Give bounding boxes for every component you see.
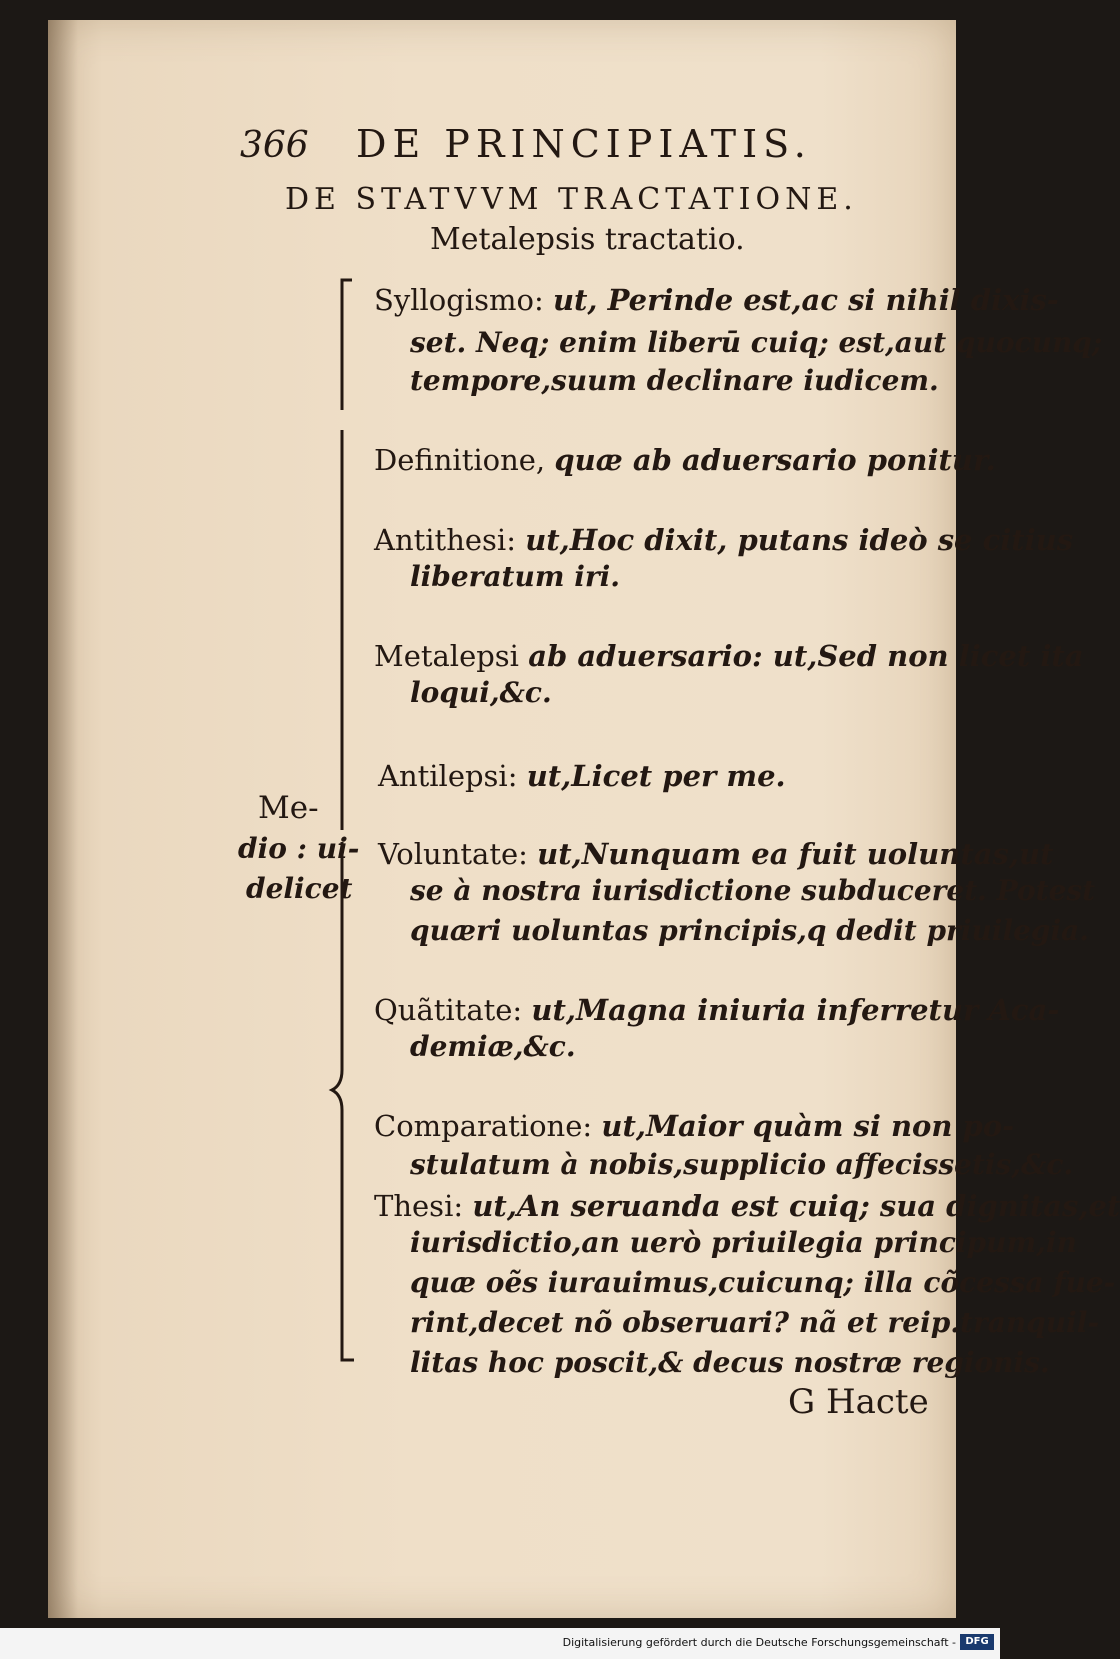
dfg-logo: DFG xyxy=(960,1634,994,1650)
spine-shadow xyxy=(48,20,78,1618)
entry-label: Voluntate: xyxy=(378,837,528,871)
entry-quantitate xyxy=(374,990,1059,1030)
entry-metalepsi xyxy=(374,636,1084,676)
side-label-line-1: Me- xyxy=(258,790,319,826)
credit-text: Digitalisierung gefördert durch die Deutsche Forschungsgemeinschaft - xyxy=(562,1636,956,1649)
entry-label: Comparatione: xyxy=(374,1109,593,1143)
entry-label: Syllogismo: xyxy=(374,283,544,317)
entry-continuation: set. Neq; enim liberū cuiq; est,aut quocunq; xyxy=(410,326,1103,359)
entry-continuation: iurisdictio,an uerò priuilegia principum,in xyxy=(410,1226,1077,1259)
entry-definitione xyxy=(374,440,996,480)
entry-continuation: stulatum à nobis,supplicio affecissetis,&c. xyxy=(410,1148,1074,1181)
running-title: DE PRINCIPIATIS. xyxy=(356,122,812,166)
brace-bracket xyxy=(330,270,360,1380)
entry-antilepsi xyxy=(378,756,786,796)
entry-text: ut,Maior quàm si non po- xyxy=(601,1109,1015,1143)
entry-continuation: demiæ,&c. xyxy=(410,1030,576,1063)
entry-text: ut,Licet per me. xyxy=(526,759,786,793)
entry-antithesi xyxy=(374,520,1073,560)
entry-text: ut,Hoc dixit, putans ideò se citius xyxy=(525,523,1074,557)
digitization-credit-bar xyxy=(0,1628,1000,1659)
section-title: DE STATVVM TRACTATIONE. xyxy=(285,182,858,217)
entry-continuation: litas hoc poscit,& decus nostræ regionis. xyxy=(410,1346,1050,1379)
entry-text: ut,Magna iniuria inferretur Aca- xyxy=(531,993,1060,1027)
entry-label: Thesi: xyxy=(374,1189,464,1223)
entry-label: Definitione, xyxy=(374,443,546,477)
entry-text: ab aduersario: ut,Sed non licet ita xyxy=(528,639,1084,673)
catchword: G Hacte xyxy=(788,1382,929,1422)
entry-label: Antilepsi: xyxy=(378,759,518,793)
subsection-title: Metalepsis tractatio. xyxy=(430,222,745,257)
entry-syllogismo xyxy=(374,280,1059,320)
entry-label: Quãtitate: xyxy=(374,993,523,1027)
entry-text: quæ ab aduersario ponitur. xyxy=(554,443,996,477)
entry-voluntate xyxy=(378,834,1053,874)
side-label-line-3: delicet xyxy=(246,872,353,905)
entry-text: ut, Perinde est,ac si nihil dixis- xyxy=(552,283,1059,317)
entry-text: ut,An seruanda est cuiq; sua dignitas,et xyxy=(472,1189,1120,1223)
entry-continuation: se à nostra iurisdictione subduceret. Potest xyxy=(410,874,1096,907)
entry-label: Metalepsi xyxy=(374,639,519,673)
entry-comparatione xyxy=(374,1106,1014,1146)
entry-continuation: quæri uoluntas principis,q dedit priuilegia. xyxy=(410,914,1089,947)
page-number: 366 xyxy=(240,125,309,166)
entry-thesi xyxy=(374,1186,1120,1226)
entry-continuation: liberatum iri. xyxy=(410,560,620,593)
entry-label: Antithesi: xyxy=(374,523,516,557)
side-label-line-2: dio : ui- xyxy=(238,832,360,865)
entry-continuation: loqui,&c. xyxy=(410,676,552,709)
entry-continuation: tempore,suum declinare iudicem. xyxy=(410,364,939,397)
entry-text: ut,Nunquam ea fuit uoluntas,ut xyxy=(537,837,1054,871)
entry-continuation: quæ oẽs iurauimus,cuicunq; illa cõcessa fue- xyxy=(410,1266,1116,1299)
entry-continuation: rint,decet nõ obseruari? nã et reip.tranquil- xyxy=(410,1306,1100,1339)
